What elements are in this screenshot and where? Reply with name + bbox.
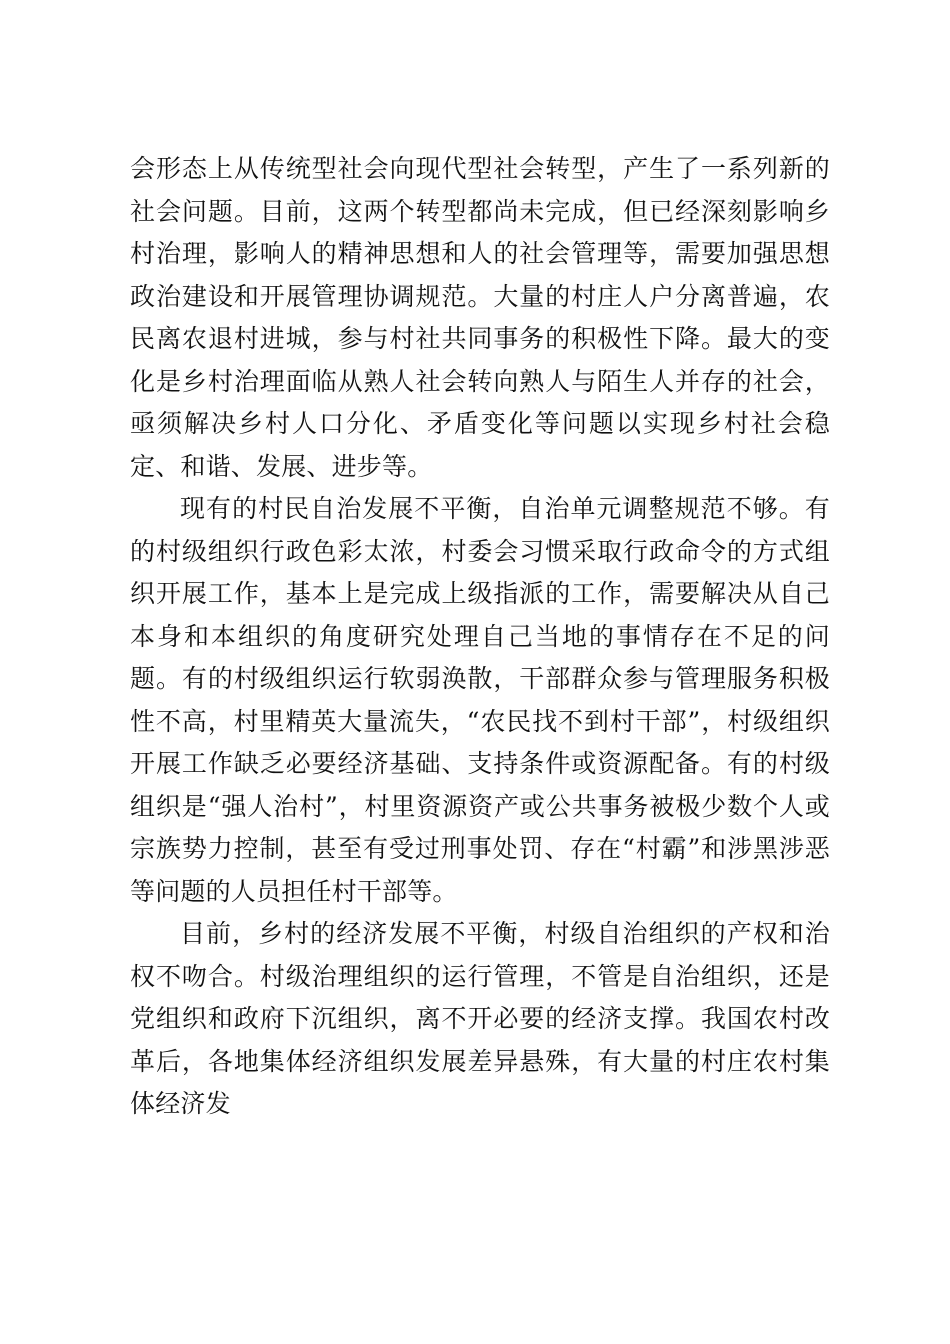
paragraph-continued: 会形态上从传统型社会向现代型社会转型，产生了一系列新的社会问题。目前，这两个转型都尚未完成，但已经深刻影响乡村治理，影响人的精神思想和人的社会管理等，需要加强思想政治建设和开展管理协调规范。大量的村庄人户分离普遍，农民离农退村进城，参与村社共同事务的积极性下降。最大的变化是乡村治理面临从熟人社会转向熟人与陌生人并存的社会，亟须解决乡村人口分化、矛盾变化等问题以实现乡村社会稳定、和谐、发展、进步等。 <box>130 154 830 481</box>
paragraph-economic-development: 目前，乡村的经济发展不平衡，村级自治组织的产权和治权不吻合。村级治理组织的运行管理，不管是自治组织，还是党组织和政府下沉组织，离不开必要的经济支撑。我国农村改革后，各地集体经济组织发展差异悬殊，有大量的村庄农村集体经济发 <box>130 919 830 1118</box>
paragraph-village-autonomy: 现有的村民自治发展不平衡，自治单元调整规范不够。有的村级组织行政色彩太浓，村委会习惯采取行政命令的方式组织开展工作，基本上是完成上级指派的工作，需要解决从自己本身和本组织的角度研究处理自己当地的事情存在不足的问题。有的村级组织运行软弱涣散，干部群众参与管理服务积极性不高，村里精英大量流失，“农民找不到村干部”，村级组织开展工作缺乏必要经济基础、支持条件或资源配备。有的村级组织是“强人治村”，村里资源资产或公共事务被极少数个人或宗族势力控制，甚至有受过刑事处罚、存在“村霸”和涉黑涉恶等问题的人员担任村干部等。 <box>130 494 830 906</box>
document-body <box>130 148 830 1126</box>
